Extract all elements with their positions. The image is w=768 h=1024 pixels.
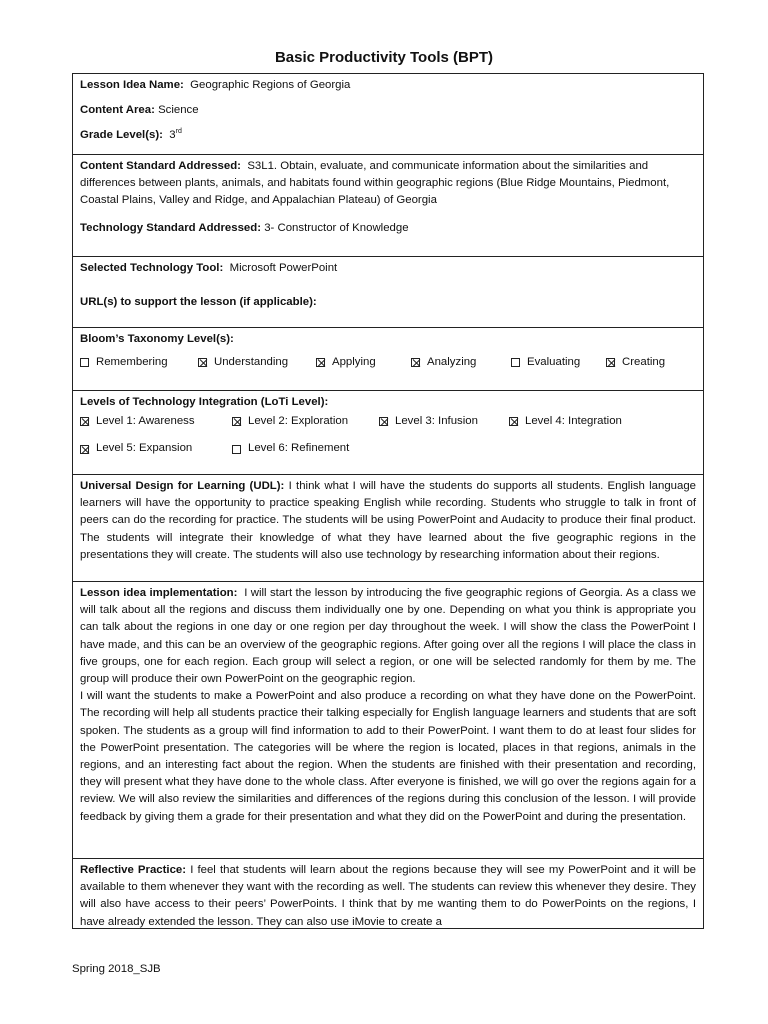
checked-checkbox-icon[interactable]: [316, 358, 325, 367]
document-title: Basic Productivity Tools (BPT): [274, 49, 494, 66]
checkbox-icon[interactable]: [80, 358, 89, 367]
implementation-section: [73, 581, 703, 858]
loti-options-row-1: [80, 413, 696, 430]
option-label: Level 6: Refinement: [248, 442, 350, 455]
grade-level-value: 3: [169, 129, 176, 142]
checked-checkbox-icon[interactable]: [80, 417, 89, 426]
option-label: Understanding: [214, 356, 289, 369]
standards-section: [73, 154, 703, 256]
technology-standard: [80, 220, 696, 237]
content-area-label: Content Area:: [80, 104, 155, 117]
udl-label: Universal Design for Learning (UDL):: [80, 480, 285, 492]
loti-section: [73, 390, 703, 474]
udl-text: I think what I will have the students do supports all students. English language learners will have the opportunity to practice speaking English while recording. Students who struggle to talk in front of peers can do the recording for practice. The students will be using PowerPoint and Audacity to produce their final product. The students will integrate their knowledge of what they have learned about the five geographic regions in the presentations they will create. The students will also use technology by researching information about their regions.: [80, 480, 697, 561]
implementation-label: Lesson idea implementation:: [80, 587, 238, 599]
blooms-label: Bloom’s Taxonomy Level(s):: [80, 333, 234, 345]
technology-standard-value: 3- Constructor of Knowledge: [264, 221, 409, 234]
technology-tool-section: [73, 256, 703, 327]
implementation-text-1: I will start the lesson by introducing the five geographic regions of Georgia. As a class we will talk about all the regions and discuss them individually one by one. Depending on what you think is appropriate you can talk about the regions in one day or one region per day throughout the week. I will show the class the PowerPoint I have made, and this can be an overview of the geographic regions. After going over all the regions I will place the class in five groups, one for each region. Each group will select a region, or one will be selected randomly for them by me. The group will produce their own PowerPoint on the geographic region.: [80, 587, 696, 686]
content-standard-label: Content Standard Addressed:: [80, 160, 241, 172]
implementation-paragraph-1: [80, 585, 696, 688]
option-label: Level 3: Infusion: [395, 415, 478, 428]
content-standard: [80, 158, 696, 210]
blooms-option-remembering[interactable]: [80, 354, 198, 371]
implementation-text-2: I will want the students to make a PowerPoint and also produce a recording on what they have done on the PowerPoint. The recording will help all students practice their talking especially for English language learners and students that are soft spoken. The students as a group will find information to add to their PowerPoint. I want them to do at least four slides for the PowerPoint presentation. The categories will be where the region is located, places in that regions, animals in the regions, and an interesting fact about the region. When the students are finished with their presentation and recording, they will present what they have done to the whole class. After everyone is finished, we will go over the regions again for a review. We will also review the similarities and differences of the regions during this conclusion of the lesson. I will provide feedback by giving them a grade for their presentation and what they did on the PowerPoint and during the presentation.: [80, 690, 696, 823]
blooms-option-applying[interactable]: [316, 354, 411, 371]
reflective-text: I feel that students will learn about the regions because they will see my PowerPoint and it will be available to them whenever they want with the recording as well. The students can review this whenever they desire. They will also have access to their peers’ PowerPoints. I think that by me wanting them to do PowerPoints on the regions, I have already extended the lesson. They can also use iMovie to create a: [80, 864, 697, 928]
blooms-section: [73, 327, 703, 390]
selected-tool-row: [80, 260, 696, 277]
loti-option-level-4[interactable]: [509, 413, 622, 430]
checked-checkbox-icon[interactable]: [379, 417, 388, 426]
reflective-section: [73, 858, 703, 928]
blooms-options: [80, 354, 696, 371]
blooms-option-understanding[interactable]: [198, 354, 316, 371]
loti-option-level-6[interactable]: [232, 440, 349, 457]
option-label: Level 2: Exploration: [248, 415, 349, 428]
loti-option-level-3[interactable]: [379, 413, 509, 430]
option-label: Level 5: Expansion: [96, 442, 193, 455]
checked-checkbox-icon[interactable]: [232, 417, 241, 426]
loti-options-row-2: [80, 440, 696, 457]
selected-tool-value: Microsoft PowerPoint: [229, 262, 338, 274]
loti-option-level-2[interactable]: [232, 413, 379, 430]
checkbox-icon[interactable]: [511, 358, 520, 367]
option-label: Analyzing: [427, 356, 477, 369]
blooms-option-creating[interactable]: [606, 354, 665, 371]
blooms-option-evaluating[interactable]: [511, 354, 606, 371]
grade-level-suffix: rd: [175, 128, 182, 136]
grade-level-label: Grade Level(s):: [80, 129, 163, 142]
checked-checkbox-icon[interactable]: [80, 445, 89, 454]
url-label: URL(s) to support the lesson (if applicable):: [80, 296, 317, 309]
blooms-option-analyzing[interactable]: [411, 354, 511, 371]
lesson-name-value: Geographic Regions of Georgia: [190, 79, 351, 91]
grade-level-row: [80, 127, 696, 144]
option-label: Evaluating: [527, 356, 581, 369]
udl-section: [73, 474, 703, 581]
loti-option-level-5[interactable]: [80, 440, 232, 457]
lesson-name-row: [80, 77, 696, 94]
option-label: Level 1: Awareness: [96, 415, 195, 428]
checked-checkbox-icon[interactable]: [606, 358, 615, 367]
checked-checkbox-icon[interactable]: [411, 358, 420, 367]
content-standard-value: S3L1. Obtain, evaluate, and communicate information about the similarities and differences between plants, animals, and habitats found within geographic regions (Blue Ridge Mountains, Piedmont, Coastal Plains, Valley and Ridge, and Appalachian Plateau) of Georgia: [80, 160, 670, 207]
loti-label: Levels of Technology Integration (LoTi Level):: [80, 396, 329, 408]
option-label: Creating: [622, 356, 666, 369]
selected-tool-label: Selected Technology Tool:: [80, 262, 224, 274]
lesson-plan-table: [72, 73, 704, 929]
checkbox-icon[interactable]: [232, 445, 241, 454]
option-label: Applying: [332, 356, 376, 369]
option-label: Level 4: Integration: [525, 415, 622, 428]
content-area-row: [80, 102, 696, 119]
lesson-name-label: Lesson Idea Name:: [80, 79, 184, 91]
loti-option-level-1[interactable]: [80, 413, 232, 430]
technology-standard-label: Technology Standard Addressed:: [80, 221, 262, 234]
checked-checkbox-icon[interactable]: [509, 417, 518, 426]
footer-text: Spring 2018_SJB: [72, 963, 161, 975]
lesson-info-section: [73, 74, 703, 154]
reflective-label: Reflective Practice:: [80, 864, 187, 876]
option-label: Remembering: [96, 356, 168, 369]
checked-checkbox-icon[interactable]: [198, 358, 207, 367]
content-area-value: Science: [158, 104, 199, 117]
